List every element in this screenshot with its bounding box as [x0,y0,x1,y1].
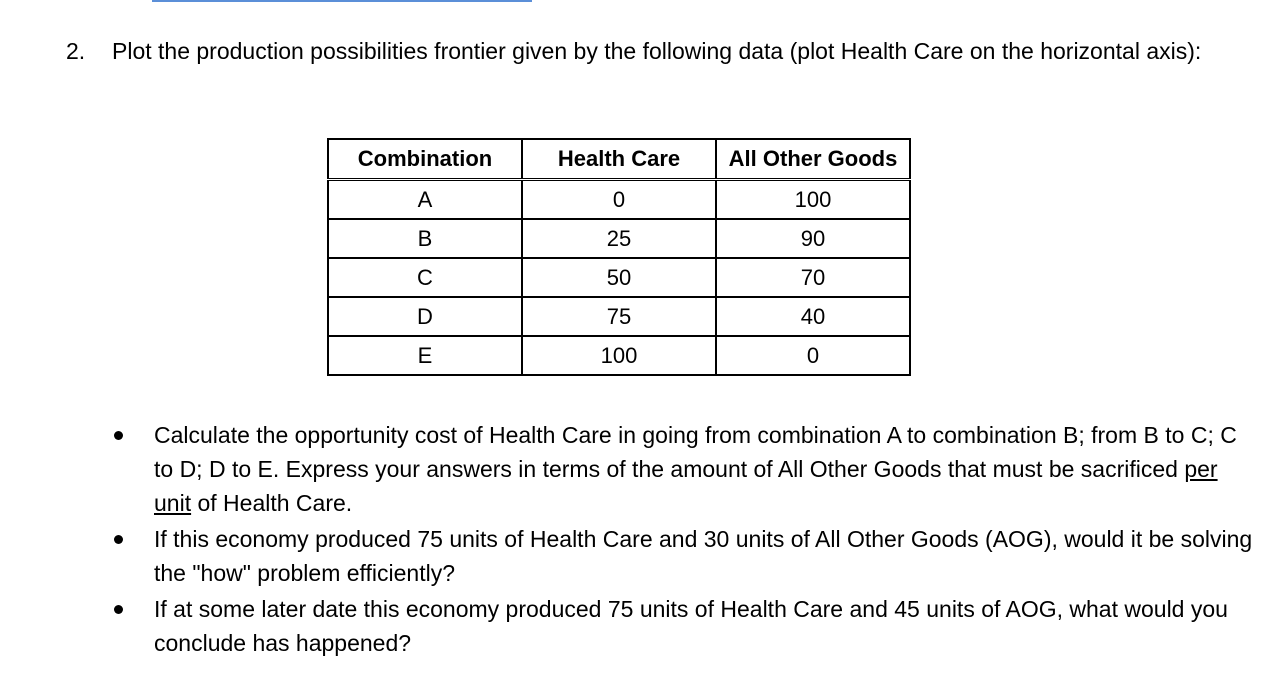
cell-all-other-goods: 90 [716,219,910,258]
cell-combination: C [328,258,522,297]
bullet-3-text: If at some later date this economy produced 75 units of Health Care and 45 units of AOG, what would you conclude has happened? [154,596,1228,656]
header-all-other-goods: All Other Goods [716,139,910,180]
bullet-dot-icon [114,605,123,614]
header-combination: Combination [328,139,522,180]
cell-health-care: 100 [522,336,716,375]
question-2 [66,34,1256,68]
cell-health-care: 75 [522,297,716,336]
list-item [110,522,1260,590]
question-text: Plot the production possibilities frontier given by the following data (plot Health Care on the horizontal axis): [112,38,1202,64]
cell-all-other-goods: 0 [716,336,910,375]
cell-health-care: 0 [522,180,716,220]
sub-questions-list [110,418,1260,662]
table-header-row [328,139,910,180]
cell-health-care: 25 [522,219,716,258]
bullet-1-underlined: per unit [154,456,1218,516]
cell-all-other-goods: 40 [716,297,910,336]
bullet-dot-icon [114,431,123,440]
list-item [110,418,1260,520]
header-health-care: Health Care [522,139,716,180]
question-number: 2. [66,38,86,64]
bullet-dot-icon [114,535,123,544]
list-item [110,592,1260,660]
cell-combination: B [328,219,522,258]
table-row [328,336,910,375]
table-row [328,297,910,336]
bullet-2-text: If this economy produced 75 units of Health Care and 30 units of All Other Goods (AOG), would it be solving the "how" problem efficiently? [154,526,1253,586]
bullet-1-text-start: Calculate the opportunity cost of Health Care in going from combination A to combination B; from B to C; C to D; D to E. Express your answers in terms of the amount of All Other Goods that must be sacrificed [154,422,1237,482]
table-row [328,180,910,220]
cell-all-other-goods: 100 [716,180,910,220]
table-row [328,258,910,297]
table-row [328,219,910,258]
bullet-1-text-end: of Health Care. [191,490,353,516]
cell-combination: E [328,336,522,375]
cell-combination: D [328,297,522,336]
cell-all-other-goods: 70 [716,258,910,297]
cell-health-care: 50 [522,258,716,297]
top-divider [152,0,532,2]
ppf-data-table [327,138,911,376]
cell-combination: A [328,180,522,220]
